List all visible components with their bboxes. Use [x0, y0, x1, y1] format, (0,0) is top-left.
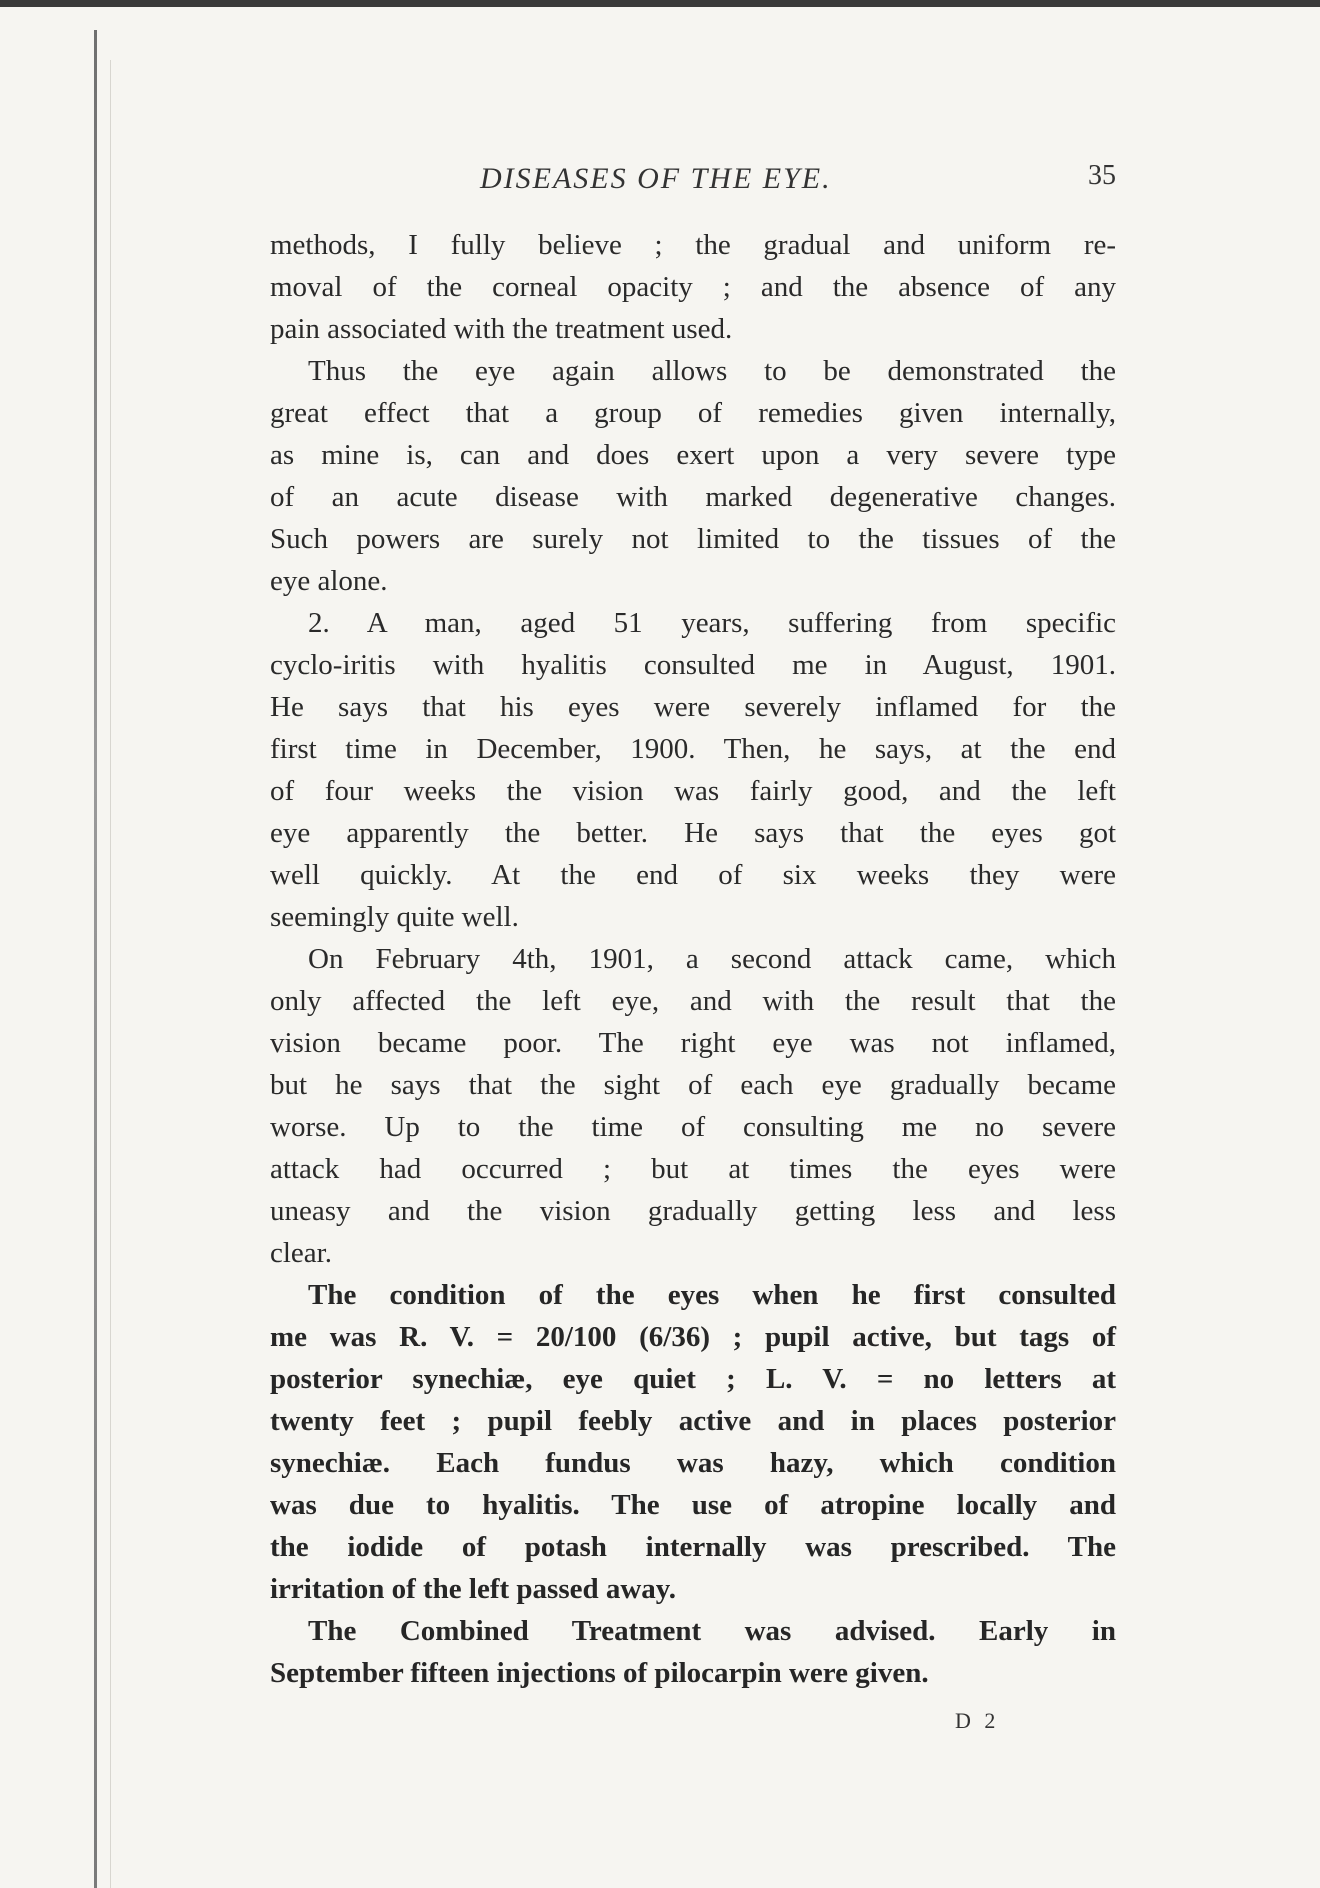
text-line: of an acute disease with marked degenerative changes.	[270, 481, 1116, 513]
text-line: but he says that the sight of each eye gradually became	[270, 1069, 1116, 1101]
text-line: moval of the corneal opacity ; and the absence of any	[270, 271, 1116, 303]
text-line: September fifteen injections of pilocarpin were given.	[270, 1657, 929, 1689]
text-line: twenty feet ; pupil feebly active and in places posterior	[270, 1405, 1116, 1437]
text-line: The condition of the eyes when he first consulted	[308, 1279, 1116, 1311]
text-line: On February 4th, 1901, a second attack came, which	[308, 943, 1116, 975]
text-line: great effect that a group of remedies given internally,	[270, 397, 1116, 429]
text-line: clear.	[270, 1237, 332, 1269]
binding-gutter-shadow	[110, 60, 111, 1888]
text-line: methods, I fully believe ; the gradual and uniform re-	[270, 229, 1116, 261]
page-number: 35	[1088, 160, 1116, 191]
text-line: me was R. V. = 20/100 (6/36) ; pupil active, but tags of	[270, 1321, 1116, 1353]
page-top-edge	[0, 0, 1320, 7]
text-line: irritation of the left passed away.	[270, 1573, 676, 1605]
text-line: 2. A man, aged 51 years, suffering from specific	[308, 607, 1116, 639]
text-line: worse. Up to the time of consulting me no severe	[270, 1111, 1116, 1143]
text-line: seemingly quite well.	[270, 901, 519, 933]
text-line: synechiæ. Each fundus was hazy, which condition	[270, 1447, 1116, 1479]
text-line: as mine is, can and does exert upon a very severe type	[270, 439, 1116, 471]
body-text	[270, 224, 1116, 1694]
text-line: cyclo-iritis with hyalitis consulted me in August, 1901.	[270, 649, 1116, 681]
binding-gutter-line	[94, 30, 97, 1888]
text-line: was due to hyalitis. The use of atropine locally and	[270, 1489, 1116, 1521]
text-line: attack had occurred ; but at times the eyes were	[270, 1153, 1116, 1185]
text-line: eye alone.	[270, 565, 388, 597]
running-title: DISEASES OF THE EYE.	[480, 162, 832, 195]
text-line: The Combined Treatment was advised. Early in	[308, 1615, 1116, 1647]
text-line: Thus the eye again allows to be demonstrated the	[308, 355, 1116, 387]
text-line: first time in December, 1900. Then, he says, at the end	[270, 733, 1116, 765]
text-line: eye apparently the better. He says that the eyes got	[270, 817, 1116, 849]
text-line: uneasy and the vision gradually getting less and less	[270, 1195, 1116, 1227]
running-head	[270, 150, 1116, 210]
text-line: of four weeks the vision was fairly good, and the left	[270, 775, 1116, 807]
text-line: vision became poor. The right eye was not inflamed,	[270, 1027, 1116, 1059]
signature-mark: D 2	[955, 1708, 1000, 1733]
text-line: He says that his eyes were severely inflamed for the	[270, 691, 1116, 723]
text-line: well quickly. At the end of six weeks they were	[270, 859, 1116, 891]
text-line: the iodide of potash internally was prescribed. The	[270, 1531, 1116, 1563]
text-line: Such powers are surely not limited to the tissues of the	[270, 523, 1116, 555]
text-line: pain associated with the treatment used.	[270, 313, 733, 345]
text-line: only affected the left eye, and with the result that the	[270, 985, 1116, 1017]
text-line: posterior synechiæ, eye quiet ; L. V. = no letters at	[270, 1363, 1116, 1395]
